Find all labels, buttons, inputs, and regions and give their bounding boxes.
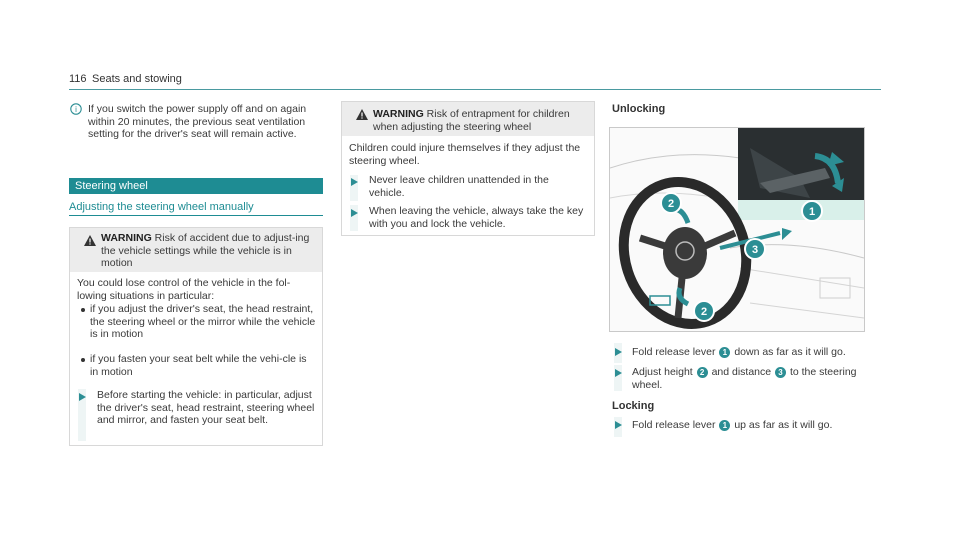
warning-box-accident — [69, 227, 323, 446]
svg-text:i: i — [75, 105, 77, 114]
ref-badge-1: 1 — [719, 420, 730, 431]
note-text: If you switch the power supply off and on again within 20 minutes, the previous seat ventilation setting for the driver's seat will remain active. — [88, 103, 307, 140]
subheading-adjusting: Adjusting the steering wheel manually — [69, 201, 254, 213]
figure-label-1 — [802, 201, 822, 221]
figure-label-2 — [661, 193, 681, 213]
step-text: and distance — [711, 366, 772, 378]
svg-text:1: 1 — [808, 206, 816, 218]
unlocking-heading: Unlocking — [612, 103, 666, 115]
warning-intro: You could lose control of the vehicle in the fol-lowing situations in particular: — [77, 277, 291, 302]
header-rule — [69, 89, 881, 90]
step-text: Never leave children unattended in the vehicle. — [369, 174, 549, 199]
step-text: Adjust height — [632, 366, 693, 378]
subheading-rule — [69, 215, 323, 216]
warning-title-text: Risk of accident due to adjust-ing the vehicle settings while the vehicle is in motion — [101, 232, 310, 269]
warning-intro: Children could injure themselves if they adjust the steering wheel. — [349, 142, 581, 167]
bullet-dot — [81, 358, 85, 362]
warning-label: WARNING — [101, 232, 152, 244]
step-arrow-icon — [615, 421, 622, 429]
unlock-step-1 — [632, 346, 872, 359]
bullet-item: if you adjust the driver's seat, the head restraint, the steering wheel or the mirror while the vehicle is in motion — [90, 303, 316, 340]
step-arrow-icon — [79, 393, 86, 401]
ref-badge-2: 2 — [697, 367, 708, 378]
step-text: down as far as it will go. — [734, 346, 846, 358]
bullet-item: if you fasten your seat belt while the vehi-cle is in motion — [90, 353, 307, 378]
svg-text:2: 2 — [700, 306, 708, 318]
lock-step-1 — [632, 419, 872, 432]
figure-label-3 — [745, 239, 765, 259]
locking-heading: Locking — [612, 400, 655, 412]
page-number: 116 — [69, 73, 87, 85]
figure-label-2-lower — [694, 301, 714, 321]
section-title: Seats and stowing — [92, 73, 182, 85]
steering-wheel-figure — [609, 127, 865, 332]
ref-badge-1: 1 — [719, 347, 730, 358]
step-text: Before starting the vehicle: in particular, adjust the driver's seat, head restraint, steering wheel and mirror, and fasten your seat belt. — [97, 389, 315, 426]
step-text: up as far as it will go. — [734, 419, 833, 431]
warning-icon — [84, 235, 96, 246]
steering-wheel-illustration — [610, 128, 864, 331]
warning-icon — [356, 109, 368, 120]
ref-badge-3: 3 — [775, 367, 786, 378]
section-heading-steering-wheel: Steering wheel — [69, 178, 323, 194]
warning-title-text: Risk of entrapment for children when adjusting the steering wheel — [373, 108, 570, 133]
bullet-dot — [81, 308, 85, 312]
warning-title — [101, 232, 319, 270]
warning-box-entrapment — [341, 101, 595, 236]
step-text: Fold release lever — [632, 346, 716, 358]
step-arrow-icon — [615, 369, 622, 377]
warning-title — [373, 108, 591, 133]
warning-label: WARNING — [373, 108, 424, 120]
unlock-step-2 — [632, 366, 862, 391]
step-arrow-icon — [351, 178, 358, 186]
step-text: When leaving the vehicle, always take the key with you and lock the vehicle. — [369, 205, 584, 230]
svg-text:2: 2 — [667, 198, 675, 210]
svg-text:3: 3 — [751, 244, 759, 256]
step-text: Fold release lever — [632, 419, 716, 431]
step-text: to the steering wheel. — [632, 366, 857, 391]
step-arrow-icon — [351, 209, 358, 217]
info-icon — [70, 103, 82, 115]
step-arrow-icon — [615, 348, 622, 356]
